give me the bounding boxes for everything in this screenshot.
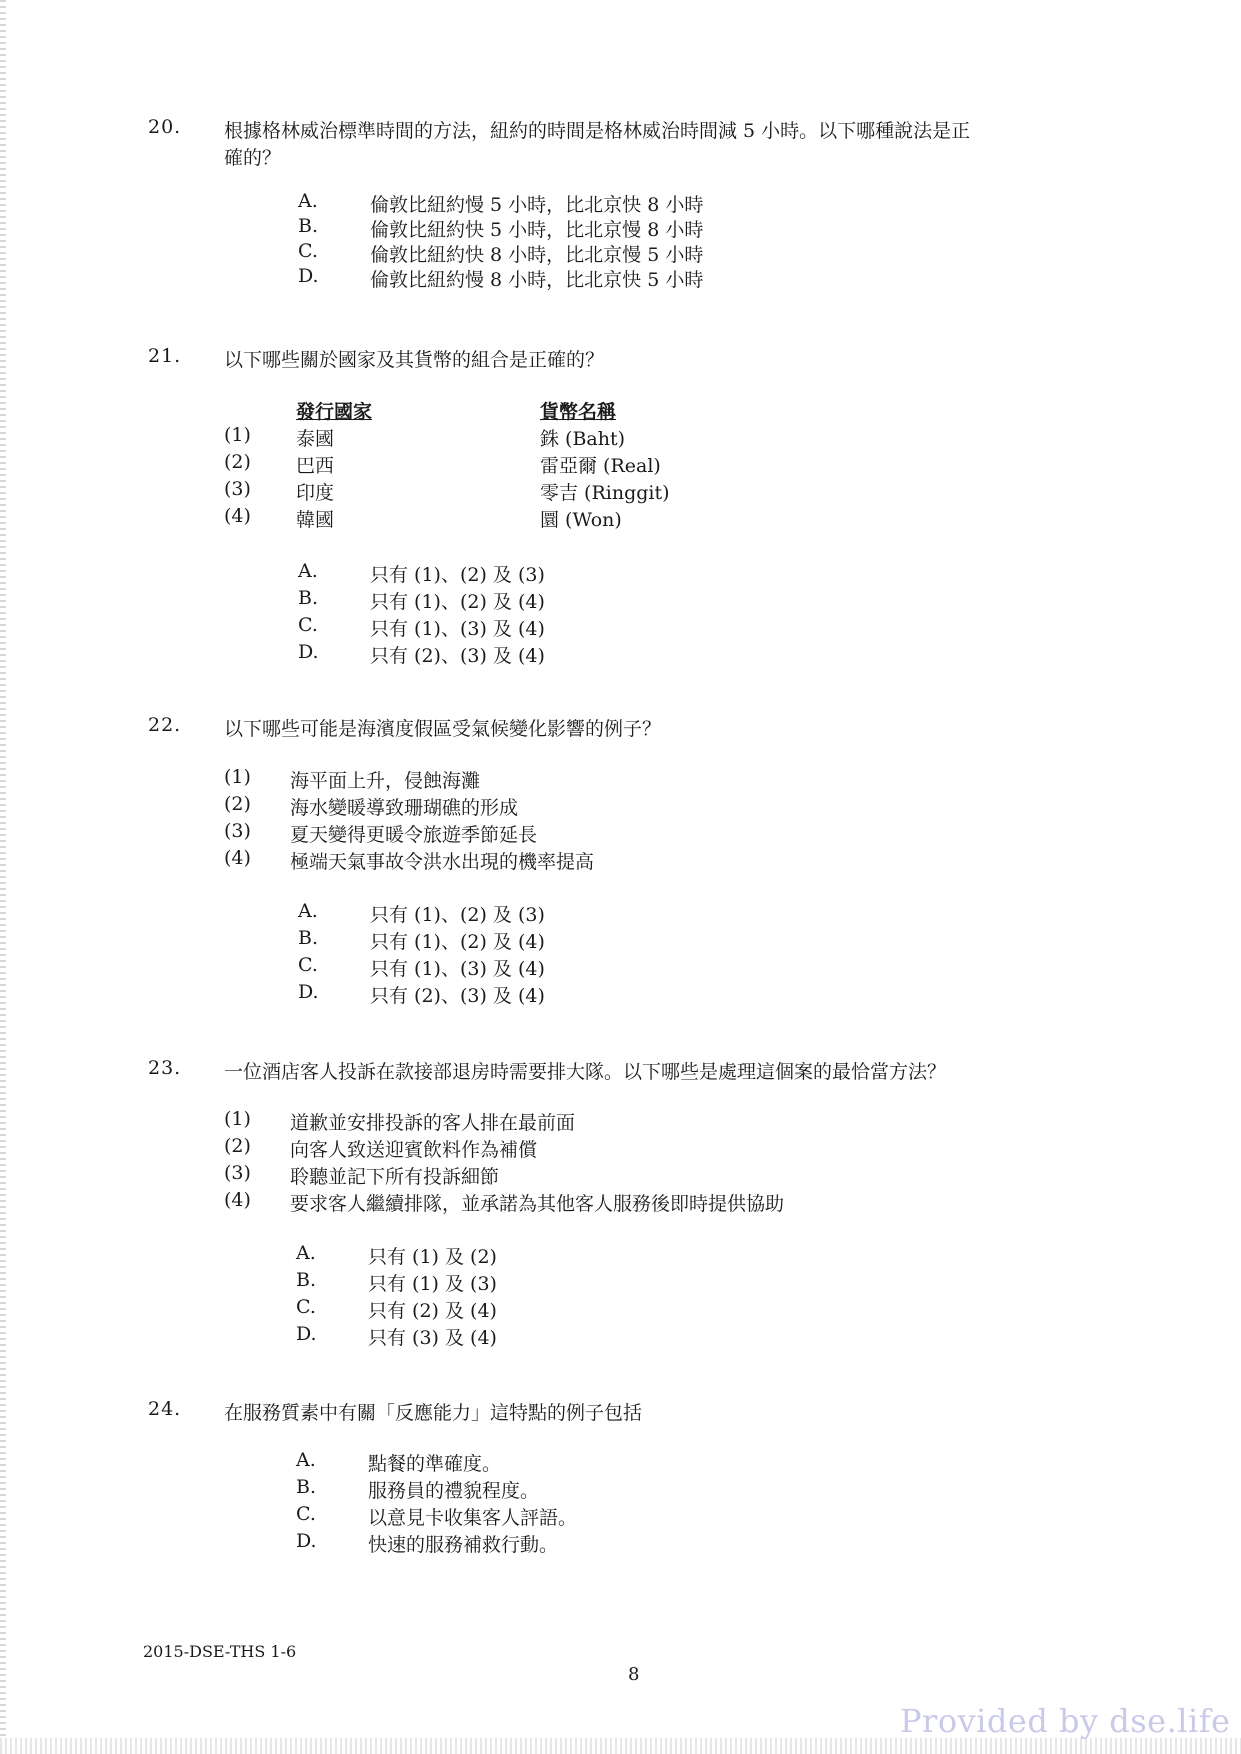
table-cell-currency: 銖 (Baht)	[540, 428, 626, 450]
statement-text: 極端天氣事故令洪水出現的機率提高	[290, 851, 595, 873]
option-letter: C.	[298, 954, 318, 976]
option-letter: A.	[298, 560, 318, 582]
statement-text: 聆聽並記下所有投訴細節	[290, 1166, 500, 1188]
option-text: 倫敦比紐約慢 5 小時，比北京快 8 小時	[370, 194, 704, 216]
statement-text: 向客人致送迎賓飲料作為補償	[290, 1139, 538, 1161]
option-text: 服務員的禮貌程度。	[368, 1480, 540, 1502]
question-number: 23.	[148, 1057, 182, 1079]
question-stem: 以下哪些關於國家及其貨幣的組合是正確的？	[224, 349, 605, 371]
option-text: 只有 (1) 及 (2)	[368, 1246, 497, 1268]
table-cell-country: 印度	[296, 482, 335, 504]
option-text: 快速的服務補救行動。	[368, 1534, 559, 1556]
option-text: 只有 (1)、(2) 及 (3)	[370, 564, 545, 586]
option-text: 只有 (2)、(3) 及 (4)	[370, 985, 545, 1007]
statement-number: (4)	[224, 1189, 251, 1211]
option-letter: A.	[298, 190, 318, 212]
table-header-country: 發行國家	[296, 401, 373, 423]
statement-number: (1)	[224, 766, 251, 788]
statement-text: 夏天變得更暖令旅遊季節延長	[290, 824, 538, 846]
option-text: 只有 (2) 及 (4)	[368, 1300, 497, 1322]
question-number: 24.	[148, 1398, 182, 1420]
question-stem: 在服務質素中有關「反應能力」這特點的例子包括	[224, 1402, 643, 1424]
option-letter: B.	[298, 587, 319, 609]
table-cell-currency: 零吉 (Ringgit)	[540, 482, 670, 504]
statement-number: (2)	[224, 1135, 251, 1157]
option-text: 只有 (1) 及 (3)	[368, 1273, 497, 1295]
option-letter: C.	[296, 1503, 316, 1525]
option-letter: B.	[298, 927, 319, 949]
option-text: 只有 (1)、(3) 及 (4)	[370, 958, 545, 980]
question-number: 22.	[148, 714, 182, 736]
question-stem-line: 確的？	[224, 147, 282, 169]
option-text: 倫敦比紐約慢 8 小時，比北京快 5 小時	[370, 269, 704, 291]
statement-number: (3)	[224, 820, 251, 842]
statement-number: (4)	[224, 847, 251, 869]
option-text: 倫敦比紐約快 5 小時，比北京慢 8 小時	[370, 219, 704, 241]
option-letter: D.	[296, 1530, 317, 1552]
option-letter: A.	[296, 1449, 316, 1471]
statement-text: 要求客人繼續排隊，並承諾為其他客人服務後即時提供協助	[290, 1193, 785, 1215]
option-letter: B.	[298, 215, 319, 237]
option-letter: B.	[296, 1269, 317, 1291]
option-letter: A.	[296, 1242, 316, 1264]
statement-number: (2)	[224, 793, 251, 815]
paper-code: 2015-DSE-THS 1-6	[143, 1642, 297, 1661]
table-cell-currency: 雷亞爾 (Real)	[540, 455, 661, 477]
option-text: 只有 (2)、(3) 及 (4)	[370, 645, 545, 667]
statement-text: 海平面上升，侵蝕海灘	[290, 770, 481, 792]
table-header-currency: 貨幣名稱	[540, 401, 617, 423]
question-number: 21.	[148, 345, 182, 367]
question-stem-line: 根據格林威治標準時間的方法，紐約的時間是格林威治時間減 5 小時。以下哪種說法是正	[224, 120, 971, 142]
table-cell-country: 泰國	[296, 428, 335, 450]
option-letter: D.	[296, 1323, 317, 1345]
option-letter: D.	[298, 265, 319, 287]
option-letter: C.	[298, 240, 318, 262]
option-text: 只有 (1)、(3) 及 (4)	[370, 618, 545, 640]
statement-text: 道歉並安排投訴的客人排在最前面	[290, 1112, 576, 1134]
option-letter: A.	[298, 900, 318, 922]
option-text: 只有 (1)、(2) 及 (4)	[370, 591, 545, 613]
watermark: Provided by dse.life	[900, 1702, 1231, 1740]
statement-text: 海水變暖導致珊瑚礁的形成	[290, 797, 519, 819]
page-number: 8	[628, 1664, 640, 1685]
option-text: 以意見卡收集客人評語。	[368, 1507, 578, 1529]
statement-number: (1)	[224, 1108, 251, 1130]
option-text: 只有 (3) 及 (4)	[368, 1327, 497, 1349]
question-stem: 以下哪些可能是海濱度假區受氣候變化影響的例子？	[224, 718, 662, 740]
table-cell-country: 韓國	[296, 509, 335, 531]
table-row-number: (3)	[224, 478, 251, 500]
option-letter: D.	[298, 981, 319, 1003]
table-cell-country: 巴西	[296, 455, 335, 477]
question-stem: 一位酒店客人投訴在款接部退房時需要排大隊。以下哪些是處理這個案的最恰當方法？	[224, 1061, 947, 1083]
option-text: 只有 (1)、(2) 及 (3)	[370, 904, 545, 926]
option-letter: B.	[296, 1476, 317, 1498]
question-number: 20.	[148, 116, 182, 138]
scan-edge-left	[0, 0, 6, 1754]
option-text: 點餐的準確度。	[368, 1453, 502, 1475]
table-cell-currency: 圜 (Won)	[540, 509, 622, 531]
statement-number: (3)	[224, 1162, 251, 1184]
option-letter: C.	[296, 1296, 316, 1318]
scan-edge-bottom	[0, 1738, 1241, 1754]
option-text: 倫敦比紐約快 8 小時，比北京慢 5 小時	[370, 244, 704, 266]
table-row-number: (4)	[224, 505, 251, 527]
table-row-number: (2)	[224, 451, 251, 473]
table-row-number: (1)	[224, 424, 251, 446]
option-text: 只有 (1)、(2) 及 (4)	[370, 931, 545, 953]
option-letter: C.	[298, 614, 318, 636]
option-letter: D.	[298, 641, 319, 663]
